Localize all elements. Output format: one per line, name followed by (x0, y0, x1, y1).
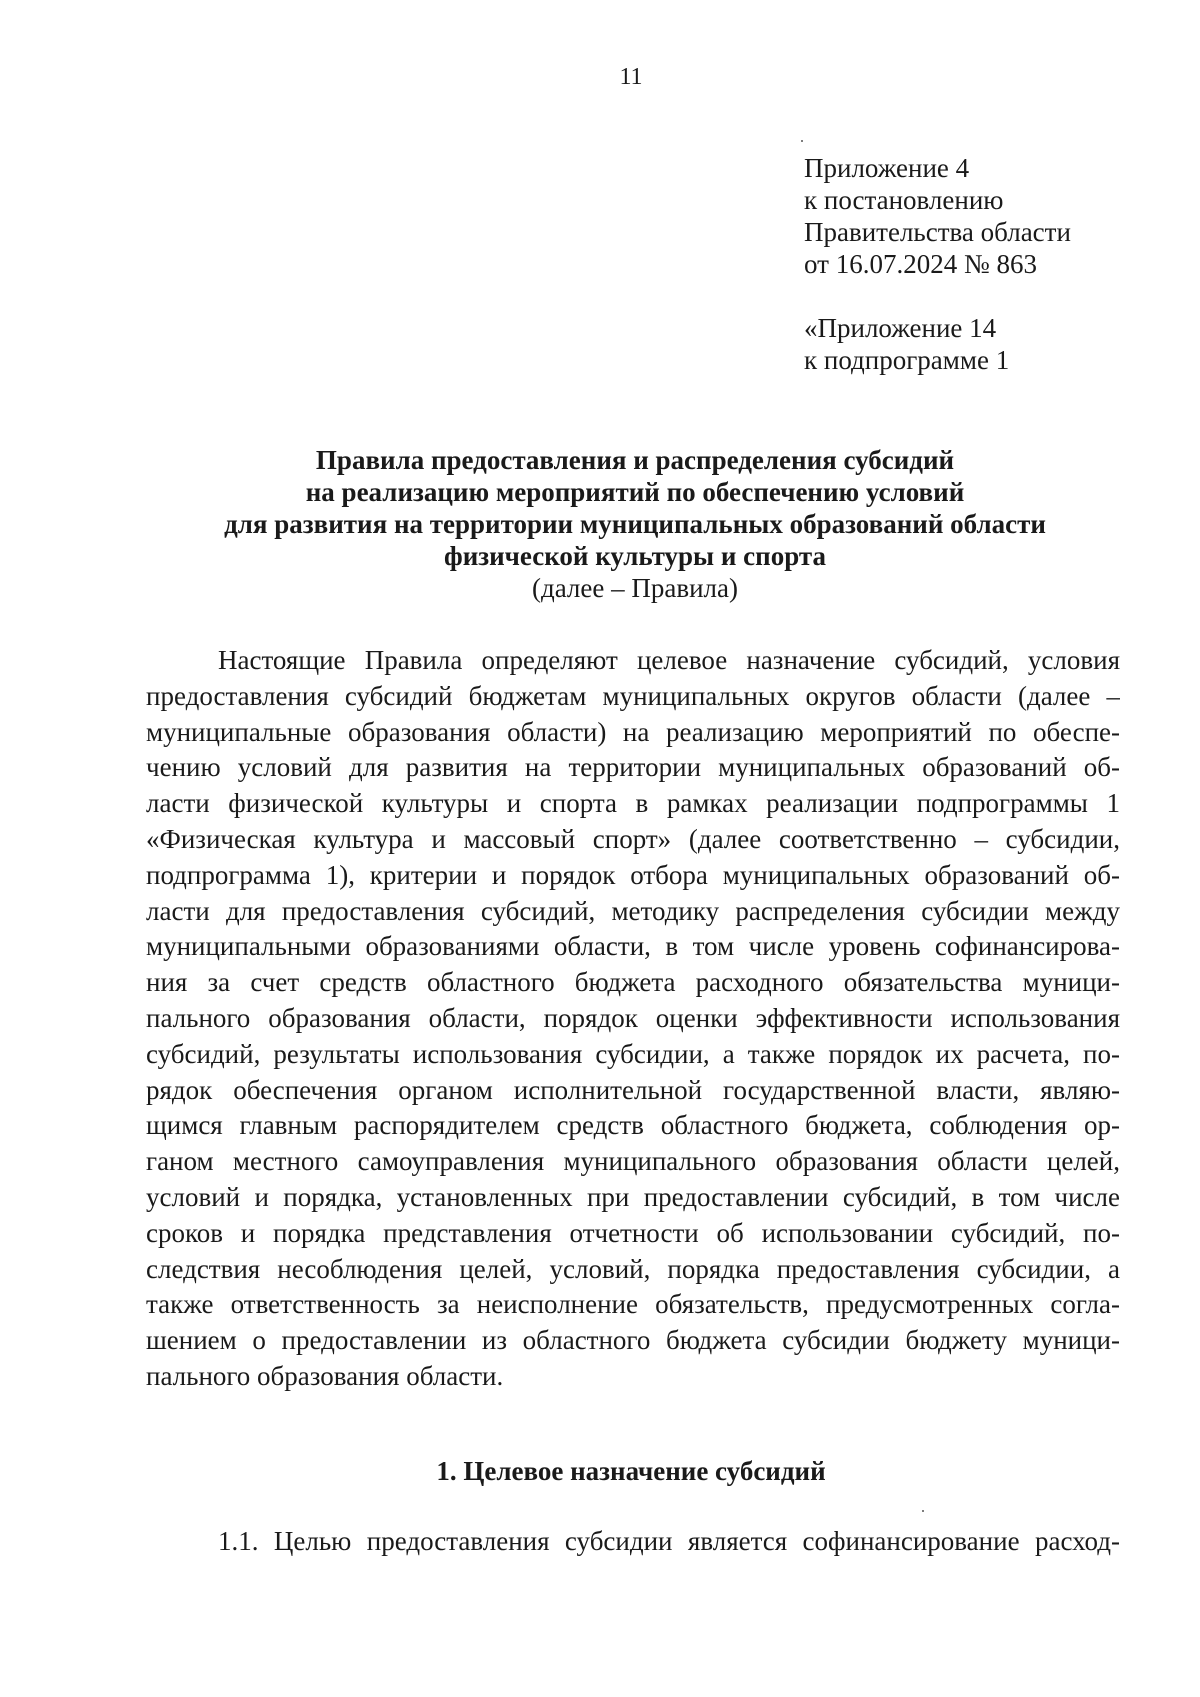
paragraph-line: 1.1. Целью предоставления субсидии является софинансирование расход- (218, 1526, 1120, 1556)
title-line: для развития на территории муниципальных образований области (224, 509, 1046, 539)
title-line: Правила предоставления и распределения субсидий (315, 445, 955, 475)
section-paragraph (146, 1524, 1120, 1560)
appendix-header-line: Правительства области (804, 217, 1071, 247)
scan-speck (801, 140, 803, 142)
appendix-quote (804, 312, 1009, 376)
paragraph-line: рядок обеспечения органом исполнительной государственной власти, являю- (146, 1074, 1120, 1105)
appendix-header-line: от 16.07.2024 № 863 (804, 249, 1037, 279)
paragraph-line: субсидий, результаты использования субсидии, а также порядок их расчета, по- (146, 1038, 1120, 1069)
title-line: на реализацию мероприятий по обеспечению условий (305, 477, 965, 507)
title-line: физической культуры и спорта (444, 541, 826, 571)
paragraph-line: Настоящие Правила определяют целевое назначение субсидий, условия (218, 645, 1120, 675)
paragraph-line: муниципальные образования области) на реализацию мероприятий по обеспе- (146, 716, 1120, 747)
paragraph-line: ласти для предоставления субсидий, методику распределения субсидии между (146, 895, 1120, 926)
paragraph-line: щимся главным распорядителем средств областного бюджета, соблюдения ор- (146, 1110, 1120, 1141)
paragraph-line: следствия несоблюдения целей, условий, порядка предоставления субсидии, а (146, 1253, 1120, 1284)
paragraph-line: ганом местного самоуправления муниципального образования области целей, (146, 1146, 1120, 1177)
paragraph-line: ласти физической культуры и спорта в рамках реализации подпрограммы 1 (146, 788, 1120, 819)
paragraph-line: «Физическая культура и массовый спорт» (далее соответственно – субсидии, (146, 823, 1120, 854)
scan-speck (922, 1510, 924, 1512)
appendix-quote-line: к подпрограмме 1 (804, 345, 1010, 375)
appendix-header-line: Приложение 4 (804, 153, 970, 183)
paragraph-line: шением о предоставлении из областного бюджета субсидии бюджету муници- (146, 1325, 1120, 1356)
paragraph-line: пального образования области. (146, 1360, 504, 1391)
appendix-quote-line: «Приложение 14 (804, 313, 997, 343)
page-number: 11 (619, 64, 643, 90)
paragraph-line: ния за счет средств областного бюджета расходного обязательства муници- (146, 967, 1120, 998)
paragraph-line: также ответственность за неисполнение обязательств, предусмотренных согла- (146, 1289, 1120, 1320)
paragraph-line: условий и порядка, установленных при предоставлении субсидий, в том числе (146, 1181, 1120, 1212)
paragraph-line: муниципальными образованиями области, в том числе уровень софинансирова- (146, 931, 1120, 962)
section-heading: 1. Целевое назначение субсидий (436, 1456, 826, 1486)
paragraph-line: предоставления субсидий бюджетам муниципальных округов области (далее – (146, 680, 1120, 711)
appendix-header-line: к постановлению (804, 185, 1004, 215)
document-title (140, 444, 1130, 604)
intro-paragraph (146, 643, 1120, 1395)
paragraph-line: пального образования области, порядок оценки эффективности использования (146, 1002, 1120, 1033)
appendix-header (804, 152, 1071, 280)
paragraph-line: подпрограмма 1), критерии и порядок отбора муниципальных образований об- (146, 859, 1120, 890)
title-subtitle: (далее – Правила) (531, 573, 739, 603)
paragraph-line: чению условий для развития на территории муниципальных образований об- (146, 752, 1120, 783)
paragraph-line: сроков и порядка представления отчетности об использовании субсидий, по- (146, 1217, 1120, 1248)
